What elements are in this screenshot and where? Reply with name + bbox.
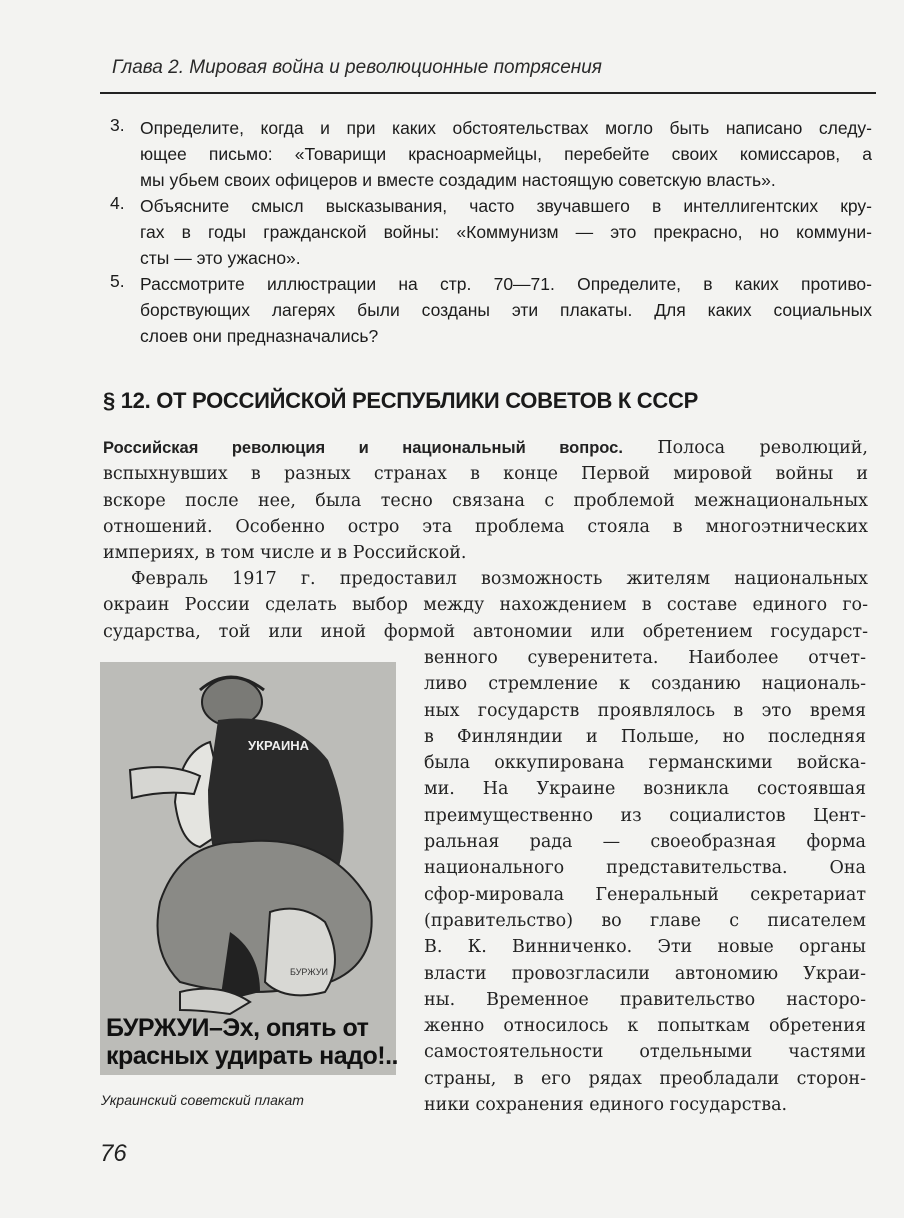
text-line: сты — это ужасно». (140, 248, 301, 268)
text-line: (правительство) во главе с писателем (424, 910, 866, 931)
chapter-header: Глава 2. Мировая война и революционные потрясения (112, 57, 602, 78)
text-line: ющее письмо: «Товарищи красноармейцы, перебейте своих комиссаров, а (140, 144, 872, 164)
text-line: была оккупирована германскими войска- (424, 753, 866, 774)
text-line: Объясните смысл высказывания, часто звучавшего в интеллигентских кру- (140, 196, 872, 216)
paragraph-2-column (424, 645, 866, 1118)
text-line: Определите, когда и при каких обстоятельствах могло быть написано следу- (140, 118, 872, 138)
text-line: ральная рада — своеобразная форма (424, 832, 866, 853)
poster-slogan-line-2: красных удирать надо!.. (106, 1042, 399, 1070)
text-line: в Финляндии и Польше, но последняя (424, 726, 866, 747)
text-line: империях, в том числе и в Российской. (103, 543, 467, 564)
text-line: ники сохранения единого государства. (424, 1095, 788, 1116)
question-item (110, 271, 872, 349)
poster-label-bourgeois: БУРЖУИ (290, 967, 329, 977)
text-line: гах в годы гражданской войны: «Коммунизм — это прекрасно, но коммуни- (140, 222, 872, 242)
page-number: 76 (100, 1140, 127, 1167)
text-line: национального представительства. Она (424, 858, 866, 879)
text-line: мы убьем своих офицеров и вместе создадим настоящую советскую власть». (140, 170, 776, 190)
question-text (140, 271, 872, 349)
section-title: § 12. ОТ РОССИЙСКОЙ РЕСПУБЛИКИ СОВЕТОВ К СССР (103, 388, 698, 413)
poster-label-ukraine: УКРАИНА (248, 738, 310, 753)
poster-caption: Украинский советский плакат (101, 1092, 304, 1108)
question-number: 4. (110, 193, 125, 213)
text-line: отношений. Особенно остро эта проблема стояла в многоэтнических (103, 516, 868, 537)
question-number: 5. (110, 271, 125, 291)
text-line: самостоятельности отдельными частями (424, 1042, 866, 1063)
poster-slogan-line-1: БУРЖУИ–Эх, опять от (106, 1014, 369, 1042)
text-line: борствующих лагерях были созданы эти плакаты. Для каких социальных (140, 300, 872, 320)
paragraph-text: Полоса революций, (657, 438, 868, 458)
text-line: ны. Временное правительство насторо- (424, 989, 866, 1010)
text-line: женно относилось к попыткам обретения (424, 1016, 866, 1037)
text-line: страны, в его рядах преобладали сторон- (424, 1068, 866, 1089)
text-line: Рассмотрите иллюстрации на стр. 70—71. Определите, в каких противо- (140, 274, 872, 294)
text-line: ных государств проявлялось в это время (424, 700, 866, 721)
header-rule (100, 92, 876, 94)
poster-image (100, 662, 399, 1075)
text-line: вспыхнувших в разных странах в конце Первой мировой войны и (103, 464, 868, 485)
text-line: преимущественно из социалистов Цент- (424, 805, 866, 826)
text-line: вскоре после нее, была тесно связана с проблемой межнациональных (103, 490, 868, 511)
paragraph-line (103, 435, 868, 461)
text-line: В. К. Винниченко. Эти новые органы (424, 937, 866, 958)
question-number: 3. (110, 115, 125, 135)
text-line: Февраль 1917 г. предоставил возможность жителям национальных (131, 569, 868, 589)
question-item (110, 193, 872, 271)
paragraph-1 (103, 435, 868, 566)
text-line: ми. На Украине возникла состоявшая (424, 779, 866, 800)
text-line: сударства, той или иной формой автономии или обретением государст- (103, 621, 868, 642)
question-text (140, 193, 872, 271)
question-text (140, 115, 872, 193)
paragraph-lead: Российская революция и национальный вопрос. (103, 439, 623, 457)
text-line: слоев они предназначались? (140, 326, 379, 346)
text-line: сфор-мировала Генеральный секретариат (424, 884, 866, 905)
question-item (110, 115, 872, 193)
text-line: венного суверенитета. Наиболее отчет- (424, 648, 866, 668)
text-line: власти провозгласили автономию Украи- (424, 963, 866, 984)
text-line: окраин России сделать выбор между нахождением в составе единого го- (103, 595, 868, 616)
text-line: ливо стремление к созданию националь- (424, 674, 866, 695)
paragraph-2 (103, 566, 868, 645)
